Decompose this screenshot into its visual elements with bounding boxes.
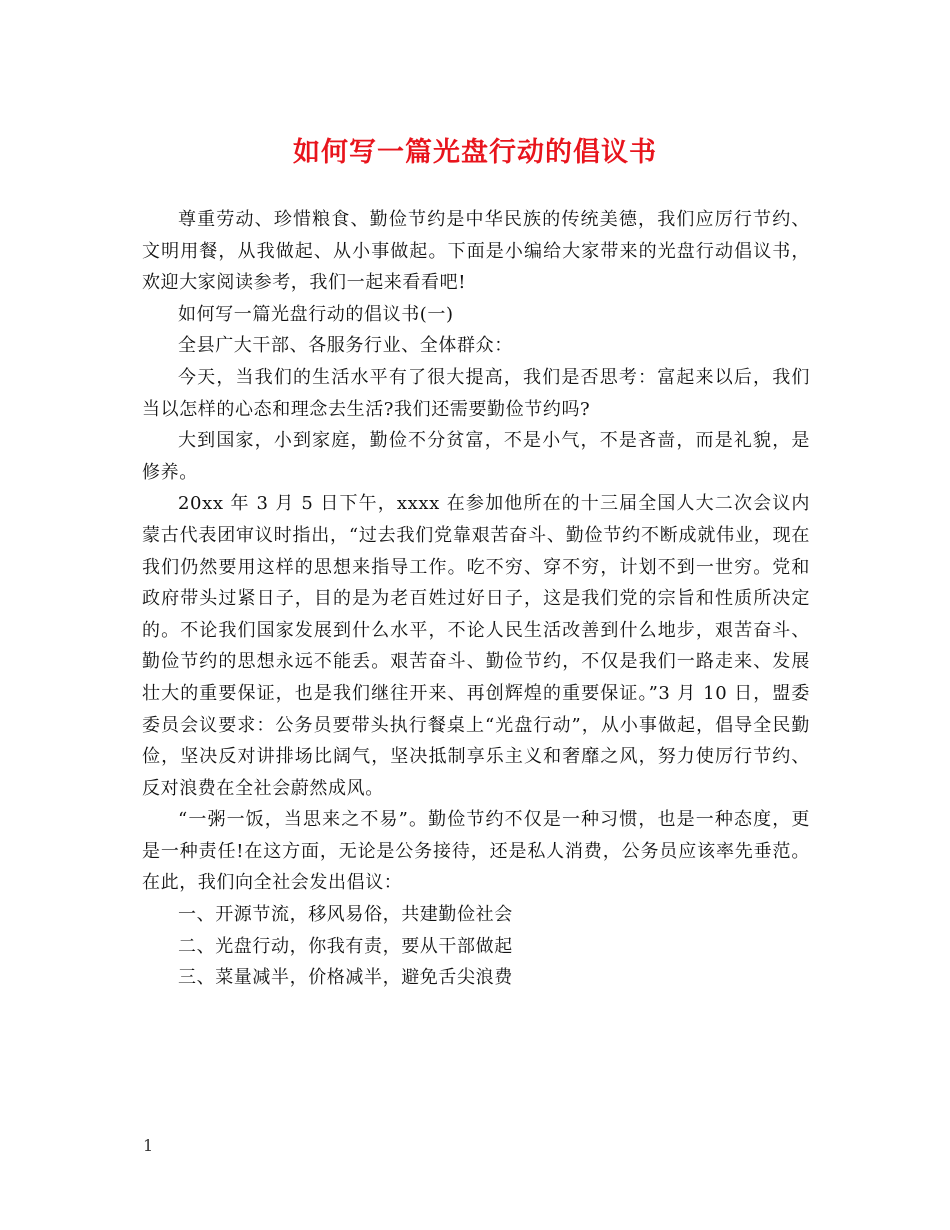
document-title: 如何写一篇光盘行动的倡议书 — [293, 137, 657, 168]
body-paragraph: 20xx 年 3 月 5 日下午，xxxx 在参加他所在的十三届全国人大二次会议内蒙古代表团审议时指出，“过去我们党靠艰苦奋斗、勤俭节约不断成就伟业，现在我们仍然要用这样的思想来指导工作。吃不穷、穿不穷，计划不到一世穷。党和政府带头过紧日子，目的是为老百姓过好日子，这是我们党的宗旨和性质所决定的。不论我们国家发展到什么水平，不论人民生活改善到什么地步，艰苦奋斗、勤俭节约的思想永远不能丢。艰苦奋斗、勤俭节约，不仅是我们一路走来、发展壮大的重要保证，也是我们继往开来、再创辉煌的重要保证。”3 月 10 日，盟委委员会议要求：公务员要带头执行餐桌上“光盘行动”，从小事做起，倡导全民勤俭，坚决反对讲排场比阔气，坚决抵制享乐主义和奢靡之风，努力使厉行节约、反对浪费在全社会蔚然成风。 — [142, 493, 810, 799]
body-paragraph: 大到国家，小到家庭，勤俭不分贫富，不是小气，不是吝啬，而是礼貌，是修养。 — [142, 430, 810, 483]
section-heading: 如何写一篇光盘行动的倡议书(一) — [178, 303, 454, 325]
salutation: 全县广大干部、各服务行业、全体群众： — [178, 335, 513, 357]
proposal-item: 三、菜量减半，价格减半，避免舌尖浪费 — [178, 967, 513, 989]
intro-paragraph: 尊重劳动、珍惜粮食、勤俭节约是中华民族的传统美德，我们应厉行节约、文明用餐，从我做起、从小事做起。下面是小编给大家带来的光盘行动倡议书，欢迎大家阅读参考，我们一起来看看吧! — [142, 209, 810, 294]
proposal-item: 一、开源节流，移风易俗，共建勤俭社会 — [178, 904, 513, 926]
page-number: 1 — [143, 1136, 154, 1155]
body-paragraph: 今天，当我们的生活水平有了很大提高，我们是否思考：富起来以后，我们当以怎样的心态和理念去生活?我们还需要勤俭节约吗? — [142, 366, 810, 420]
body-paragraph: “一粥一饭，当思来之不易”。勤俭节约不仅是一种习惯，也是一种态度，更是一种责任!在这方面，无论是公务接待，还是私人消费，公务员应该率先垂范。在此，我们向全社会发出倡议： — [142, 809, 810, 894]
document-body — [142, 204, 810, 994]
proposal-item: 二、光盘行动，你我有责，要从干部做起 — [178, 935, 513, 957]
